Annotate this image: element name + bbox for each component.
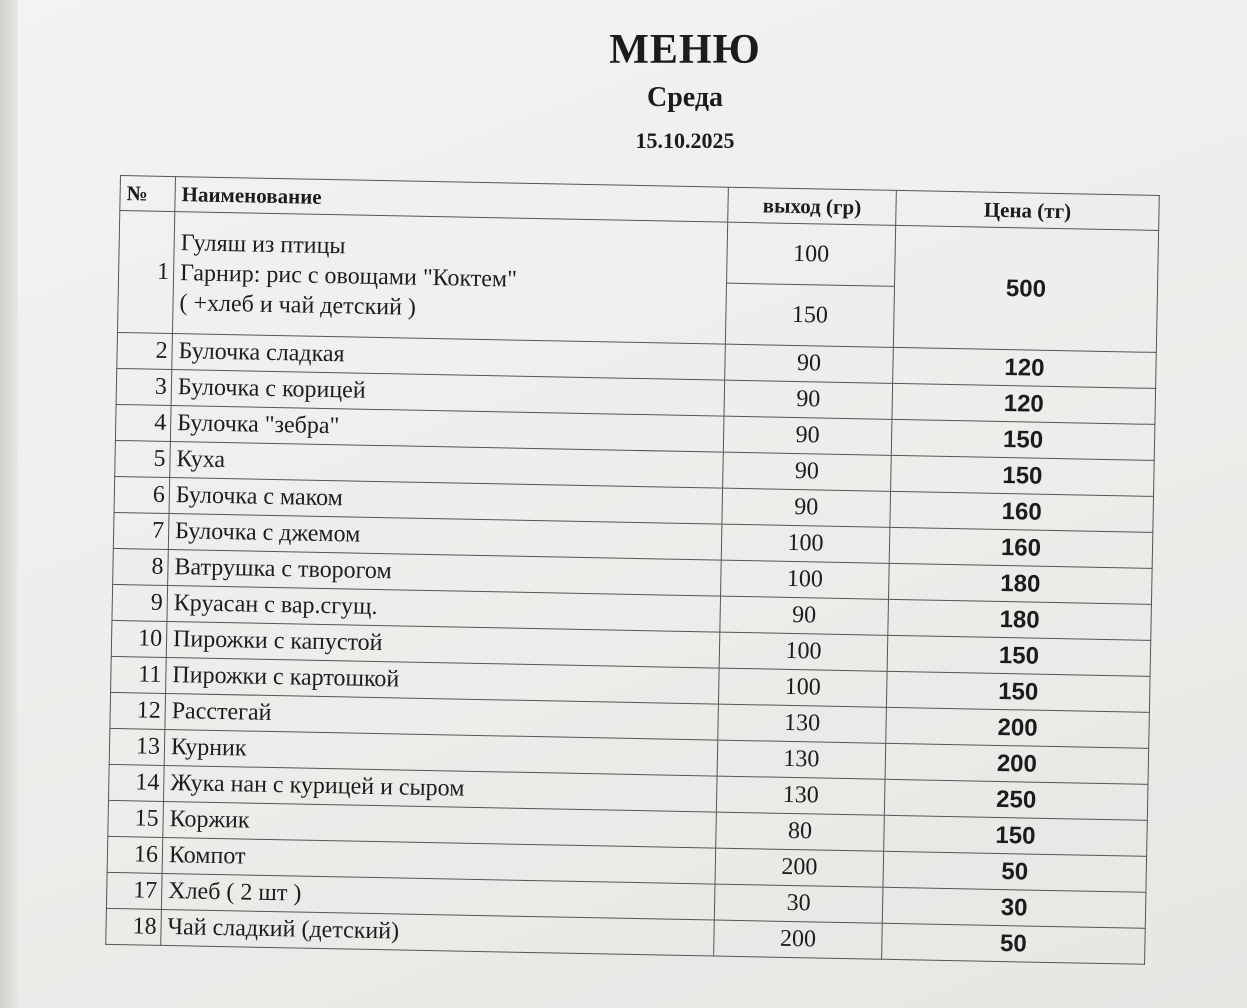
- item-name: Жука нан с курицей и сыром: [163, 765, 717, 812]
- item-number: 13: [109, 728, 165, 765]
- item-price: 30: [882, 887, 1146, 928]
- item-number: 3: [116, 368, 172, 405]
- item-weight-alt: 150: [725, 283, 894, 347]
- item-weight: 100: [727, 222, 896, 286]
- item-name: Булочка с корицей: [171, 370, 725, 417]
- item-garnish-line: Гарнир: рис с овощами "Коктем": [179, 259, 518, 293]
- item-name: Булочка "зебра": [170, 406, 724, 453]
- item-price: 50: [883, 851, 1147, 892]
- item-number: 2: [117, 332, 173, 369]
- item-weight: 90: [724, 380, 893, 419]
- item-price: 180: [888, 599, 1152, 640]
- item-name: Расстегай: [165, 693, 719, 740]
- item-weight: 200: [715, 848, 884, 887]
- item-name: Ватрушка с творогом: [168, 549, 722, 596]
- item-price: 500: [893, 225, 1158, 352]
- item-weight: 90: [722, 488, 891, 527]
- item-number: 18: [106, 908, 162, 945]
- item-price: 200: [886, 707, 1150, 748]
- item-name: Коржик: [163, 801, 717, 848]
- item-weight: 100: [721, 560, 890, 599]
- column-header-name: Наименование: [175, 177, 729, 223]
- column-header-number: №: [120, 176, 176, 212]
- item-weight: 130: [717, 740, 886, 779]
- item-price: 150: [886, 671, 1150, 712]
- item-number: 15: [108, 800, 164, 837]
- item-weight: 100: [718, 668, 887, 707]
- item-price: 250: [884, 779, 1148, 820]
- menu-table: [105, 175, 1160, 965]
- item-number: 8: [113, 548, 169, 585]
- item-number: 9: [112, 584, 168, 621]
- item-price: 150: [891, 419, 1155, 460]
- item-name: Курник: [164, 729, 718, 776]
- item-weight: 90: [723, 452, 892, 491]
- item-price: 180: [888, 563, 1152, 604]
- item-name: Куха: [170, 442, 724, 489]
- item-name: Хлеб ( 2 шт ): [161, 873, 715, 920]
- item-number: 1: [117, 211, 174, 334]
- item-price: 150: [887, 635, 1151, 676]
- item-number: 17: [106, 872, 162, 909]
- item-weight: 80: [716, 812, 885, 851]
- item-price: 120: [893, 347, 1157, 388]
- menu-date: 15.10.2025: [635, 128, 735, 153]
- item-name-line: Гуляш из птицы: [180, 229, 346, 259]
- item-number: 14: [108, 764, 164, 801]
- paper-edge-shadow: [0, 0, 18, 1008]
- menu-title: МЕНЮ: [609, 27, 761, 73]
- item-number: 4: [115, 404, 171, 441]
- item-price: 160: [890, 491, 1154, 532]
- item-name: Пирожки с капустой: [166, 621, 720, 668]
- item-name: Пирожки с картошкой: [166, 657, 720, 704]
- item-name: Булочка с маком: [169, 478, 723, 525]
- item-number: 11: [111, 656, 167, 693]
- item-price: 120: [892, 383, 1156, 424]
- item-number: 10: [111, 620, 167, 657]
- column-header-weight: выход (гр): [728, 187, 897, 225]
- item-number: 16: [107, 836, 163, 873]
- item-name: Круасан с вар.сгущ.: [167, 585, 721, 632]
- item-name: Чай сладкий (детский): [161, 909, 715, 956]
- item-price: 200: [885, 743, 1149, 784]
- item-name-composite: [172, 212, 727, 345]
- item-weight: 100: [721, 524, 890, 563]
- item-weight: 90: [725, 344, 894, 383]
- item-number: 6: [114, 476, 170, 513]
- item-price: 50: [882, 923, 1146, 964]
- item-weight: 100: [719, 632, 888, 671]
- item-number: 7: [113, 512, 169, 549]
- item-weight: 30: [714, 884, 883, 923]
- item-name: Булочка сладкая: [172, 334, 726, 381]
- item-name: Компот: [162, 837, 716, 884]
- item-note-line: ( +хлеб и чай детский ): [179, 289, 417, 321]
- column-header-price: Цена (тг): [896, 190, 1160, 230]
- item-price: 160: [889, 527, 1153, 568]
- item-number: 5: [115, 440, 171, 477]
- item-weight: 90: [720, 596, 889, 635]
- item-price: 150: [891, 455, 1155, 496]
- item-weight: 130: [716, 776, 885, 815]
- item-name: Булочка с джемом: [168, 514, 722, 561]
- item-weight: 130: [718, 704, 887, 743]
- menu-day: Среда: [646, 82, 723, 113]
- item-number: 12: [110, 692, 166, 729]
- item-weight: 200: [714, 920, 883, 959]
- item-price: 150: [884, 815, 1148, 856]
- item-weight: 90: [723, 416, 892, 455]
